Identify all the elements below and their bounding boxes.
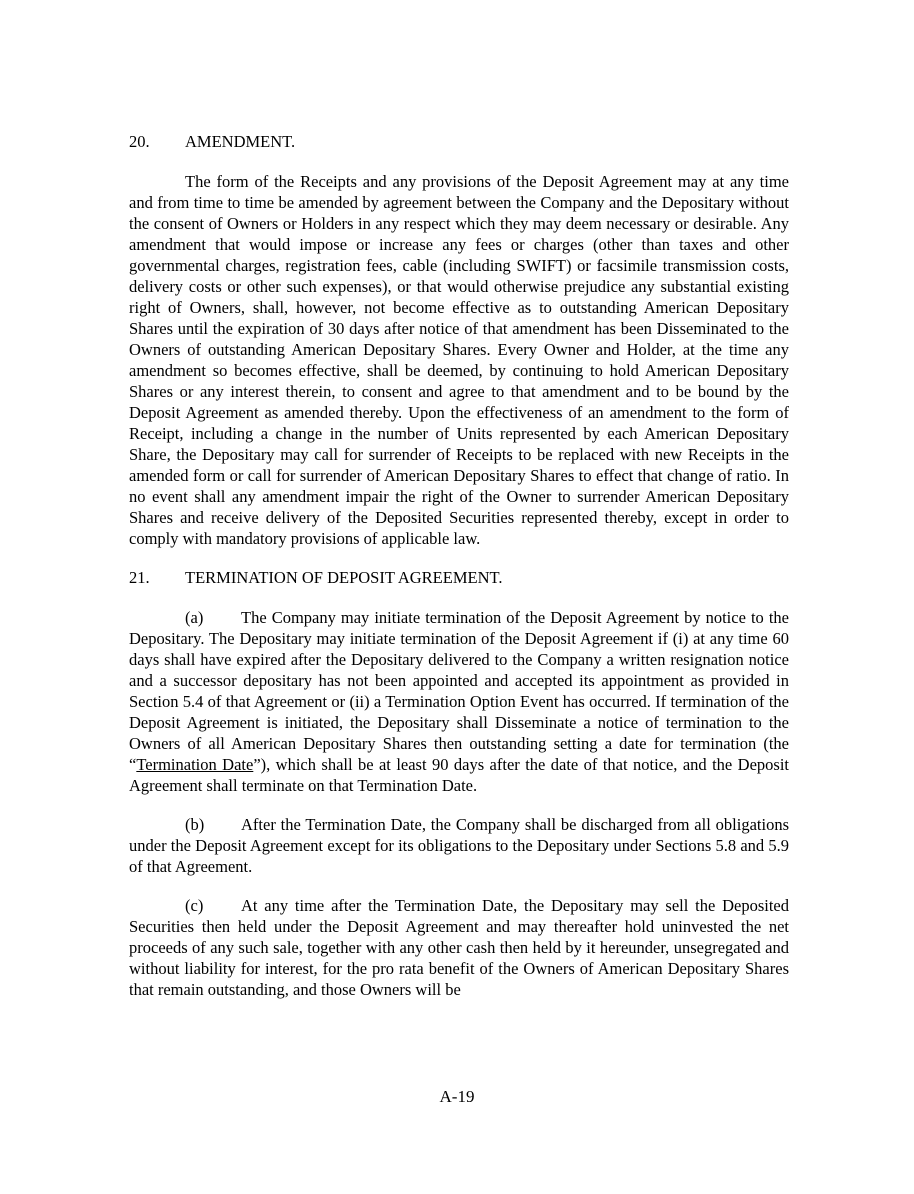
section-21-heading xyxy=(129,567,789,588)
paragraph-b xyxy=(129,814,789,877)
section-title: AMENDMENT. xyxy=(185,132,296,151)
paragraph-label: (b) xyxy=(185,815,205,834)
section-number: 21. xyxy=(129,568,150,587)
paragraph-text: After the Termination Date, the Company shall be discharged from all obligations under the Deposit Agreement except for its obligations to the Depositary under Sections 5.8 and 5.9 of that Agreement. xyxy=(129,815,789,876)
section-20-heading xyxy=(129,131,789,152)
page-content xyxy=(129,131,789,1000)
section-title: TERMINATION OF DEPOSIT AGREEMENT. xyxy=(185,568,503,587)
paragraph-text: At any time after the Termination Date, the Depositary may sell the Deposited Securities then held under the Deposit Agreement and may thereafter hold uninvested the net proceeds of any such sale, together with any other cash then held by it hereunder, unsegregated and without liability for interest, for the pro rata benefit of the Owners of American Depositary Shares that remain outstanding, and those Owners will be xyxy=(129,896,789,999)
paragraph-text: The Company may initiate termination of the Deposit Agreement by notice to the Depositary. The Depositary may initiate termination of the Deposit Agreement if (i) at any time 60 days shall have expired after the Depositary delivered to the Company a written resignation notice and a successor depositary has not been appointed and accepted its appointment as provided in Section 5.4 of that Agreement or (ii) a Termination Option Event has occurred. If termination of the Deposit Agreement is initiated, the Depositary shall Disseminate a notice of termination to the Owners of all American Depositary Shares then outstanding setting a date for termination (the “ xyxy=(129,608,789,774)
paragraph-label: (c) xyxy=(185,896,204,915)
page-number: A-19 xyxy=(439,1087,475,1106)
paragraph-a xyxy=(129,607,789,796)
section-20-body: The form of the Receipts and any provisions of the Deposit Agreement may at any time and from time to time be amended by agreement between the Company and the Depositary without the consent of Owners or Holders in any respect which they may deem necessary or desirable. Any amendment that would impose or increase any fees or charges (other than taxes and other governmental charges, registration fees, cable (including SWIFT) or facsimile transmission costs, delivery costs or other such expenses), or that would otherwise prejudice any substantial existing right of Owners, shall, however, not become effective as to outstanding American Depositary Shares until the expiration of 30 days after notice of that amendment has been Disseminated to the Owners of outstanding American Depositary Shares. Every Owner and Holder, at the time any amendment so becomes effective, shall be deemed, by continuing to hold American Depositary Shares or any interest therein, to consent and agree to that amendment and to be bound by the Deposit Agreement as amended thereby. Upon the effectiveness of an amendment to the form of Receipt, including a change in the number of Units represented by each American Depositary Share, the Depositary may call for surrender of Receipts to be replaced with new Receipts in the amended form or call for surrender of American Depositary Shares to effect that change of ratio. In no event shall any amendment impair the right of the Owner to surrender American Depositary Shares and receive delivery of the Deposited Securities represented thereby, except in order to comply with mandatory provisions of applicable law. xyxy=(129,172,789,548)
defined-term: Termination Date xyxy=(136,755,254,774)
paragraph-text: ”), which shall be at least 90 days after the date of that notice, and the Deposit Agreement shall terminate on that Termination Date. xyxy=(129,755,789,795)
paragraph-label: (a) xyxy=(185,608,204,627)
section-number: 20. xyxy=(129,132,150,151)
paragraph-c xyxy=(129,895,789,1000)
